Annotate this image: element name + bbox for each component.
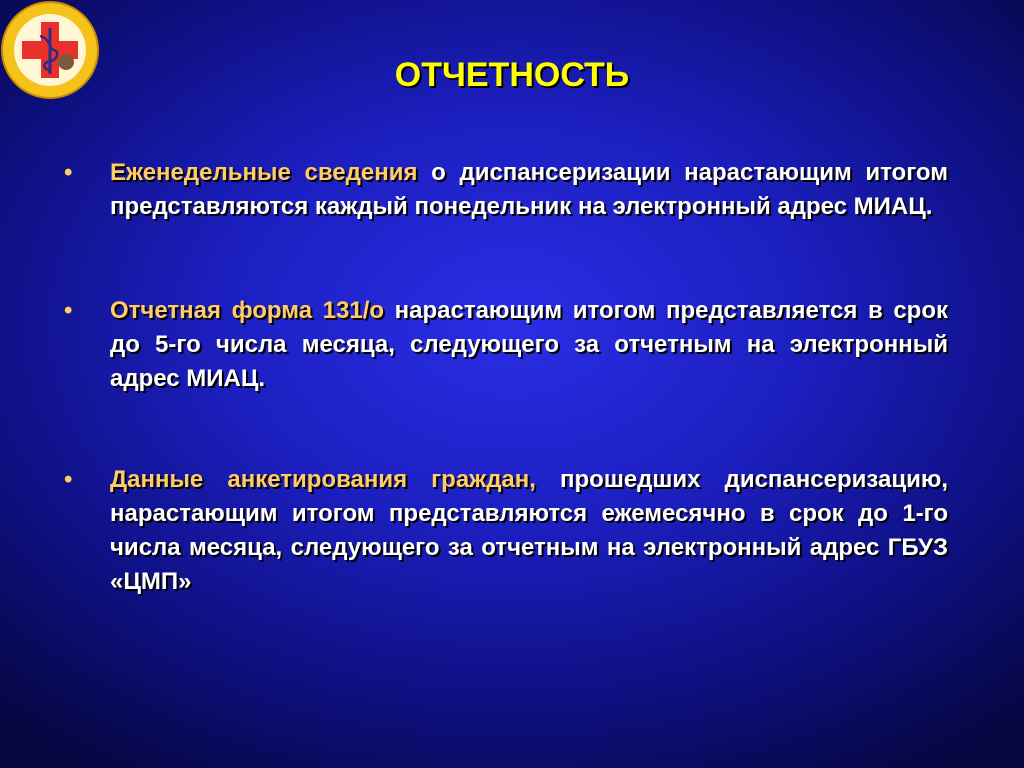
slide-title: ОТЧЕТНОСТЬ bbox=[394, 56, 630, 94]
bullet-marker: • bbox=[64, 466, 73, 493]
bullet-accent: Еженедельные сведения bbox=[110, 159, 418, 186]
bullet-body: о диспансеризации нарастающим итогом представляются каждый понедельник на электронный адрес МИАЦ. bbox=[110, 159, 948, 220]
bullet-marker: • bbox=[64, 159, 73, 186]
bullet-body: прошедших диспансеризацию, нарастающим итогом представляются ежемесячно в срок до 1-го числа месяца, следующего за отчетным на электронный адрес ГБУЗ «ЦМП» bbox=[110, 466, 948, 595]
bullet-item bbox=[64, 463, 948, 599]
bullet-text bbox=[110, 294, 948, 396]
bullet-item bbox=[64, 294, 948, 396]
bullet-text bbox=[110, 463, 948, 599]
bullet-accent: Отчетная форма 131/о bbox=[110, 297, 385, 324]
bullet-accent: Данные анкетирования граждан, bbox=[110, 466, 536, 493]
bullet-marker: • bbox=[64, 297, 73, 324]
bullet-text bbox=[110, 156, 948, 224]
bullet-item bbox=[64, 156, 948, 224]
bullet-body: нарастающим итогом представляется в срок до 5-го числа месяца, следующего за отчетным на электронный адрес МИАЦ. bbox=[110, 297, 948, 392]
